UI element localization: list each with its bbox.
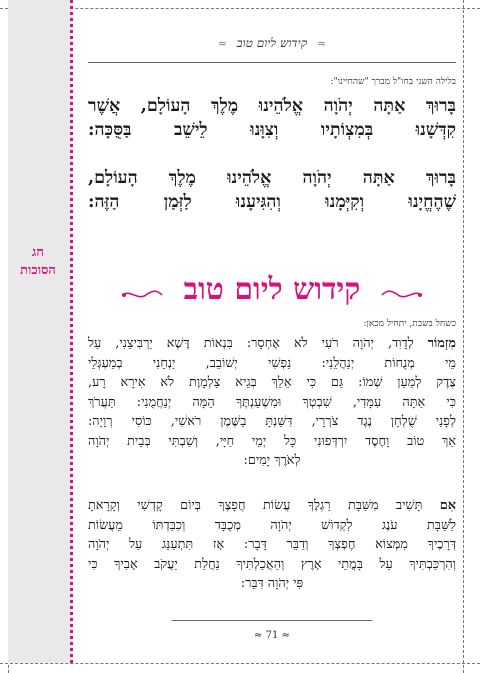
psalm-line: כִּי אַתָּה עִמָּדִי, שִׁבְטְךָ וּמִשְׁעַנְתֶּךָ הֵמָּה יְנַחֲמֻנִי: תַּעֲרֹךְ: [88, 394, 456, 410]
psalm-line: אַךְ טוֹב וָחֶסֶד יִרְדְּפוּנִי כָּל יְמֵי חַיָּי, וְשַׁבְתִּי בְּבֵית יְהֹוָה: [88, 433, 456, 449]
running-header: [88, 36, 456, 51]
section-title: קידוש ליום טוב: [183, 272, 361, 307]
crop-line-right: [463, 0, 464, 673]
header-rule: [88, 62, 456, 63]
title-flourish-right-icon: [380, 288, 424, 302]
page-number-value: 71: [265, 630, 279, 641]
blessing-shehecheyanu-line: בָּרוּךְ אַתָּה יְהֹוָה אֱלֹהֵינוּ מֶלֶךְ הָעוֹלָם,: [88, 168, 456, 188]
sukkah-instruction: בלילה השני בחו"ל מברך "שהחיינו":: [330, 77, 456, 87]
running-header-title: קידוש ליום טוב: [236, 36, 308, 50]
isaiah-opening-word: אִם: [439, 498, 456, 513]
page-number: [88, 630, 456, 641]
footer-ornament-icon: ≈: [254, 630, 263, 641]
page-content: [88, 0, 456, 673]
header-ornament-icon: ≈: [317, 37, 327, 50]
isaiah-line: דְּרָכֶיךָ מִמְּצוֹא חֶפְצְךָ וְדַבֵּר דָּבָר: אָז תִּתְעַנַּג עַל יְהֹוָה: [88, 537, 456, 552]
blessing-sukkah-line: בָּרוּךְ אַתָּה יְהֹוָה אֱלֹהֵינוּ מֶלֶךְ הָעוֹלָם, אֲשֶׁר: [88, 96, 456, 116]
blessing-shehecheyanu-line: שֶׁהֶחֱיָנוּ וְקִיְּמָנוּ וְהִגִּיעָנוּ לַזְּמַן הַזֶּה:: [88, 192, 456, 212]
isaiah-line: לַשַּׁבָּת עֹנֶג לִקְדוֹשׁ יְהֹוָה מְכֻבָּד וְכִבַּדְתּוֹ מֵעֲשׂוֹת: [88, 517, 456, 533]
blessing-shehecheyanu: [88, 166, 456, 214]
psalm-line: צֶדֶק לְמַעַן שְׁמוֹ: גַּם כִּי אֵלֵךְ בְּגֵיא צַלְמָוֶת לֹא אִירָא רָע,: [88, 375, 456, 390]
isaiah-passage: [88, 496, 456, 594]
psalm-opening-word: מִזְמוֹר: [427, 336, 456, 351]
isaiah-line: [88, 496, 456, 516]
chapter-tab-border: [70, 0, 73, 663]
chapter-tab-label: [14, 244, 62, 304]
footer-rule: [172, 620, 372, 621]
chapter-tab-line1: חג: [32, 245, 44, 260]
psalm-line-text: לְדָוִד, יְהֹוָה רֹעִי לֹא אֶחְסָר: בִּנְאוֹת דֶּשֶׁא יַרְבִּיצֵנִי, עַל: [88, 336, 414, 351]
psalm-line: [88, 334, 456, 354]
footer-ornament-icon: ≈: [281, 630, 290, 641]
isaiah-line: וְהִרְכַּבְתִּיךָ עַל בָּמֳתֵי אָרֶץ וְהַאֲכַלְתִּיךָ נַחֲלַת יַעֲקֹב אָבִיךָ כִּי: [88, 556, 456, 572]
header-ornament-icon: ≈: [217, 37, 227, 50]
psalm-line: מֵי מְנֻחוֹת יְנַהֲלֵנִי: נַפְשִׁי יְשׁוֹבֵב, יַנְחֵנִי בְמַעְגְּלֵי: [88, 355, 456, 371]
psalm-line: לְאֹרֶךְ יָמִים:: [243, 453, 301, 468]
isaiah-line: פִּי יְהֹוָה דִּבֵּר:: [240, 576, 304, 591]
blessing-sukkah: [88, 94, 456, 142]
blessing-sukkah-line: קִדְּשָׁנוּ בְּמִצְוֹתָיו וְצִוָּנוּ לֵישֵׁב בַּסֻּכָּה:: [88, 120, 456, 140]
isaiah-line-text: תָּשִׁיב מִשַּׁבָּת רַגְלֶךָ עֲשׂוֹת חֲפָצֶךָ בְּיוֹם קָדְשִׁי וְקָרָאתָ: [88, 498, 423, 513]
shabbat-instruction: כשחל בשבת, יתחיל מכאן:: [363, 319, 456, 329]
psalm-23: [88, 334, 456, 471]
psalm-line: לְפָנַי שֻׁלְחָן נֶגֶד צֹרְרָי, דִּשַּׁנְתָּ בַשֶּׁמֶן רֹאשִׁי, כּוֹסִי רְוָיָה:: [88, 414, 456, 429]
chapter-tab: [8, 0, 72, 663]
chapter-tab-line2: הסוכות: [20, 263, 56, 278]
